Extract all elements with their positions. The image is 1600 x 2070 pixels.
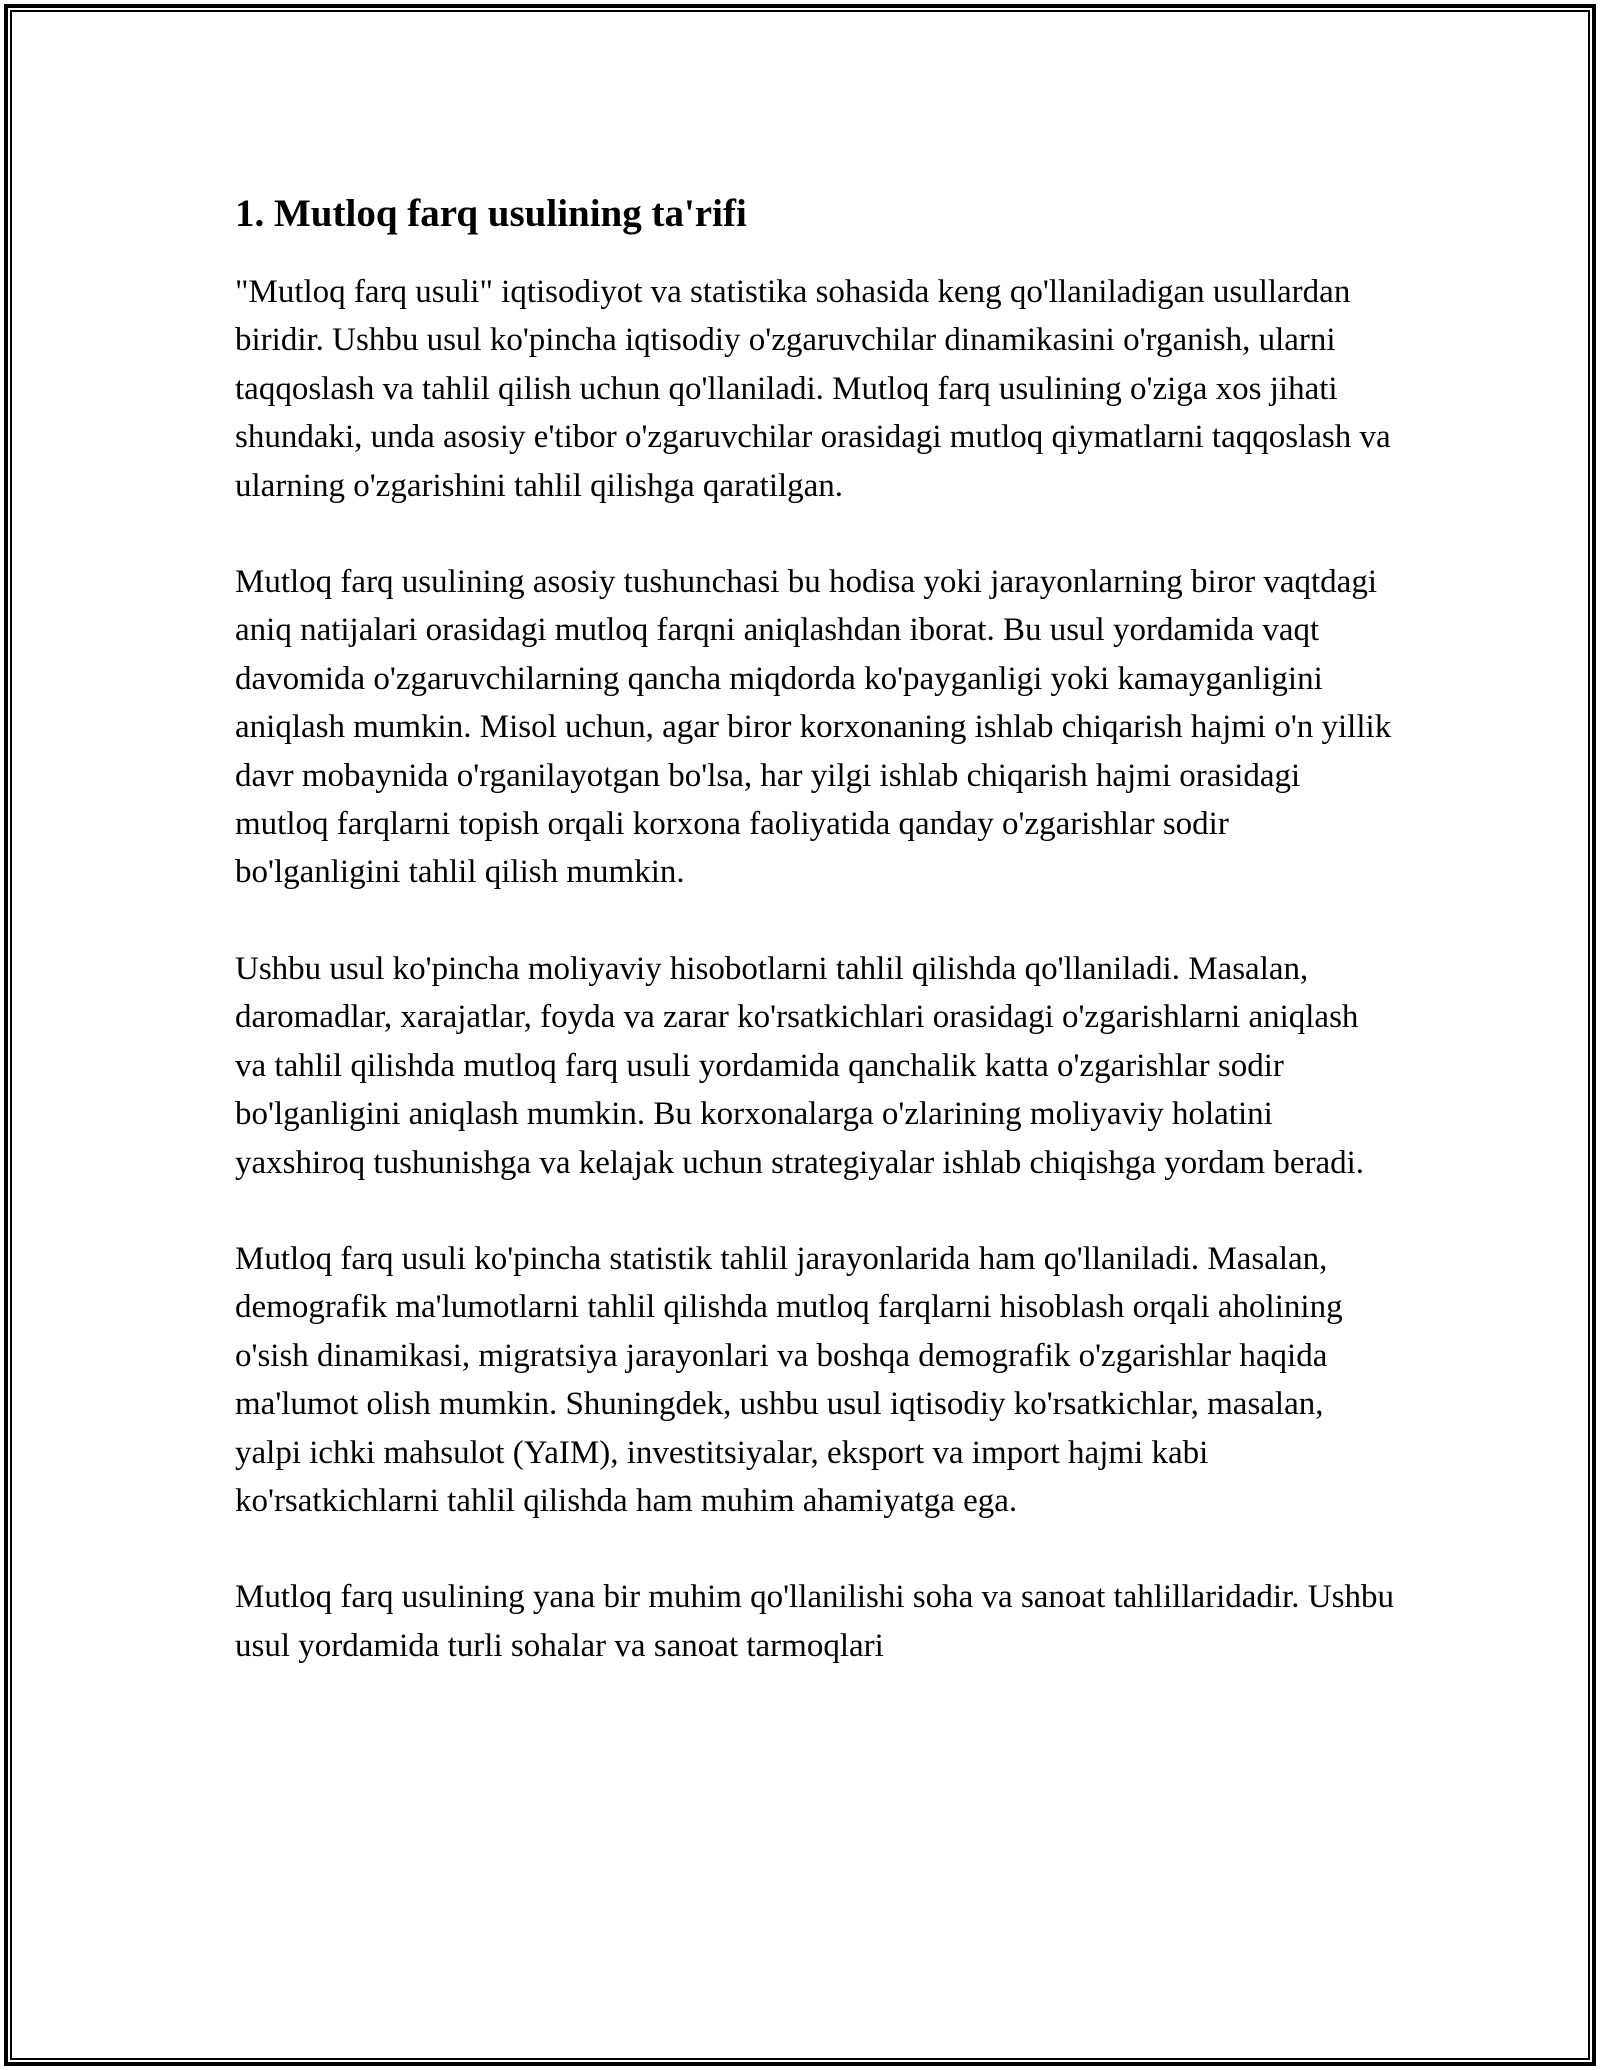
paragraph-4: Mutloq farq usuli ko'pincha statistik tahlil jarayonlarida ham qo'llaniladi. Masalan, demografik ma'lumotlarni tahlil qilishda mutloq farqlarni hisoblash orqali aholining o'sish dinamikasi, migratsiya jarayonlari va boshqa demografik o'zgarishlar haqida ma'lumot olish mumkin. Shuningdek, ushbu usul iqtisodiy ko'rsatkichlar, masalan, yalpi ichki mahsulot (YaIM), investitsiyalar, eksport va import hajmi kabi ko'rsatkichlarni tahlil qilishda ham muhim ahamiyatga ega. [235, 1240, 1343, 1519]
paragraph-1: "Mutloq farq usuli" iqtisodiyot va statistika sohasida keng qo'llaniladigan usullardan biridir. Ushbu usul ko'pincha iqtisodiy o'zgaruvchilar dinamikasini o'rganish, ularni taqqoslash va tahlil qilish uchun qo'llaniladi. Mutloq farq usulining o'ziga xos jihati shundaki, unda asosiy e'tibor o'zgaruvchilar orasidagi mutloq qiymatlarni taqqoslash va ularning o'zgarishini tahlil qilishga qaratilgan. [235, 274, 1391, 504]
paragraph-5: Mutloq farq usulining yana bir muhim qo'llanilishi soha va sanoat tahlillaridadir. Ushbu usul yordamida turli sohalar va sanoat tarmoqlari [235, 1579, 1394, 1664]
paragraph-3: Ushbu usul ko'pincha moliyaviy hisobotlarni tahlil qilishda qo'llaniladi. Masalan, daromadlar, xarajatlar, foyda va zarar ko'rsatkichlari orasidagi o'zgarishlarni aniqlash va tahlil qilishda mutloq farq usuli yordamida qanchalik katta o'zgarishlar sodir bo'lganligini aniqlash mumkin. Bu korxonalarga o'zlarining moliyaviy holatini yaxshiroq tushunishga va kelajak uchun strategiyalar ishlab chiqishga yordam beradi. [235, 950, 1365, 1181]
section-heading: 1. Mutloq farq usulining ta'rifi [235, 192, 747, 235]
paragraph-2: Mutloq farq usulining asosiy tushunchasi bu hodisa yoki jarayonlarning biror vaqtdagi aniq natijalari orasidagi mutloq farqni aniqlashdan iborat. Bu usul yordamida vaqt davomida o'zgaruvchilarning qancha miqdorda ko'payganligi yoki kamayganligini aniqlash mumkin. Misol uchun, agar biror korxonaning ishlab chiqarish hajmi o'n yillik davr mobaynida o'rganilayotgan bo'lsa, har yilgi ishlab chiqarish hajmi orasidagi mutloq farqlarni topish orqali korxona faoliyatida qanday o'zgarishlar sodir bo'lganligini tahlil qilish mumkin. [235, 564, 1392, 891]
document-body [235, 188, 1395, 1718]
